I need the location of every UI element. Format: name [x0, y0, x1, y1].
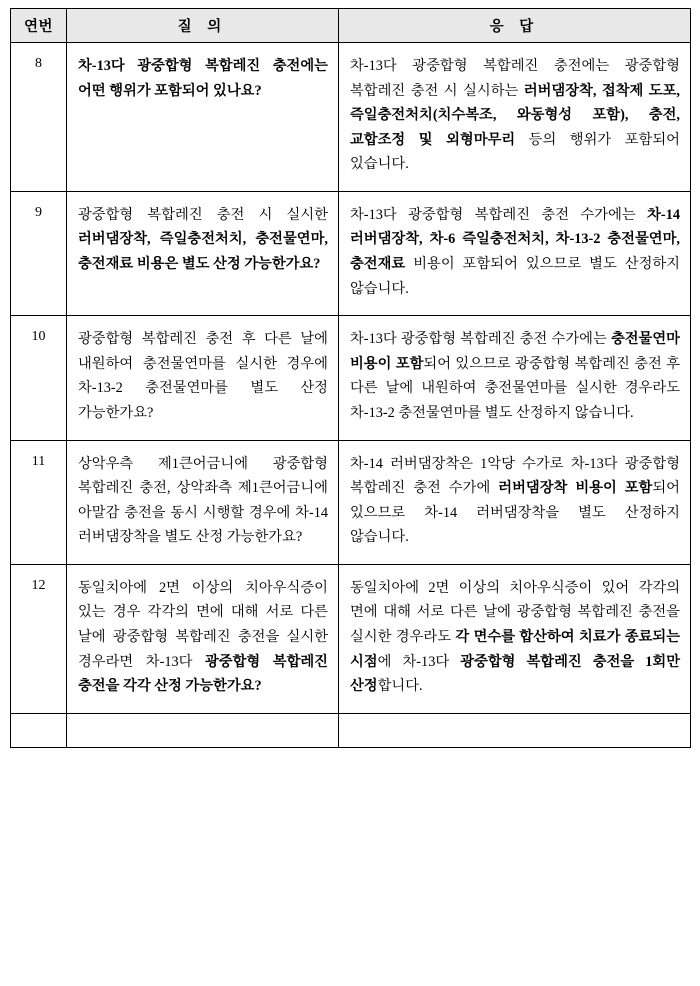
answer-cell: [339, 440, 691, 564]
column-header-answer-label: 응 답: [489, 19, 540, 35]
table-row: [11, 440, 691, 564]
answer-text: 차-13다 광중합형 복합레진 충전 수가에는 충전물연마 비용이 포함되어 있으므로 광중합형 복합레진 충전 후 다른 날에 내원하여 충전물연마를 실시한 경우라도 차-13-2 충전물연마를 별도 산정하지 않습니다.: [350, 331, 680, 421]
blank-cell-num: [11, 713, 67, 747]
question-text: 동일치아에 2면 이상의 치아우식증이 있는 경우 각각의 면에 대해 서로 다른 날에 광중합형 복합레진 충전을 실시한 경우라면 차-13다 광중합형 복합레진 충전을 각각 산정 가능한가요?: [78, 579, 328, 695]
question-cell: [67, 440, 339, 564]
question-text: 광중합형 복합레진 충전 시 실시한 러버댐장착, 즉일충전처치, 충전물연마, 충전재료 비용은 별도 산정 가능한가요?: [78, 206, 328, 273]
question-text: 차-13다 광중합형 복합레진 충전에는 어떤 행위가 포함되어 있나요?: [78, 58, 328, 99]
qa-table: [10, 8, 691, 748]
column-header-number: 연번: [11, 9, 67, 43]
table-blank-row: [11, 713, 691, 747]
question-text: 광중합형 복합레진 충전 후 다른 날에 내원하여 충전물연마를 실시한 경우에 차-13-2 충전물연마를 별도 산정 가능한가요?: [78, 331, 328, 421]
question-cell: [67, 191, 339, 315]
answer-cell: [339, 316, 691, 440]
table-row: [11, 316, 691, 440]
table-row: [11, 191, 691, 315]
table-body: [11, 43, 691, 748]
answer-cell: [339, 43, 691, 192]
answer-text: 차-14 러버댐장착은 1악당 수가로 차-13다 광중합형 복합레진 충전 수가에 러버댐장착 비용이 포함되어 있으므로 차-14 러버댐장착을 별도 산정하지 않습니다.: [350, 455, 680, 546]
question-text: 상악우측 제1큰어금니에 광중합형 복합레진 충전, 상악좌측 제1큰어금니에 아말감 충전을 동시 시행할 경우에 차-14 러버댐장착을 별도 산정 가능한가요?: [78, 455, 328, 546]
row-number: 12: [11, 564, 67, 713]
answer-text: 차-13다 광중합형 복합레진 충전에는 광중합형 복합레진 충전 시 실시하는 러버댐장착, 접착제 도포, 즉일충전처치(치수복조, 와동형성 포함), 충전, 교합조정 및 외형마무리 등의 행위가 포함되어 있습니다.: [350, 58, 681, 173]
answer-cell: [339, 191, 691, 315]
table-header: [11, 9, 691, 43]
row-number: 8: [11, 43, 67, 192]
question-cell: [67, 564, 339, 713]
blank-cell-question: [67, 713, 339, 747]
column-header-question: [67, 9, 339, 43]
table-row: [11, 43, 691, 192]
column-header-question-label: 질 의: [177, 19, 228, 35]
answer-text: 차-13다 광중합형 복합레진 충전 수가에는 차-14 러버댐장착, 차-6 즉일충전처치, 차-13-2 충전물연마, 충전재료 비용이 포함되어 있으므로 별도 산정하지 않습니다.: [350, 206, 680, 297]
question-cell: [67, 316, 339, 440]
answer-text: 동일치아에 2면 이상의 치아우식증이 있어 각각의 면에 대해 서로 다른 날에 광중합형 복합레진 충전을 실시한 경우라도 각 면수를 합산하여 치료가 종료되는 시점에 차-13다 광중합형 복합레진 충전을 1회만 산정합니다.: [350, 579, 681, 695]
question-cell: [67, 43, 339, 192]
blank-cell-answer: [339, 713, 691, 747]
table-header-row: [11, 9, 691, 43]
answer-cell: [339, 564, 691, 713]
row-number: 9: [11, 191, 67, 315]
table-row: [11, 564, 691, 713]
row-number: 10: [11, 316, 67, 440]
column-header-answer: [339, 9, 691, 43]
row-number: 11: [11, 440, 67, 564]
